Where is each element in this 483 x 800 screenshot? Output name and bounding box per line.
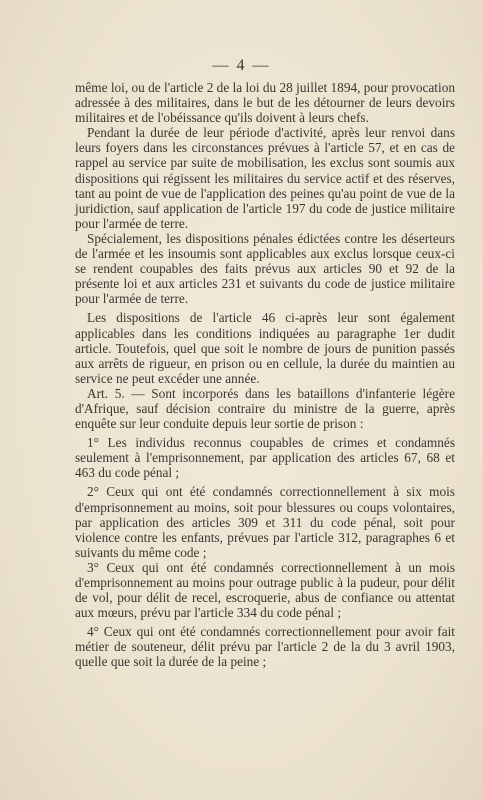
list-item-4: 4° Ceux qui ont été condamnés correctionnellement pour avoir fait métier de souteneur, délit prévu par l'article 2 de la du 3 avril 1903, quelle que soit la durée de la peine ; [75,624,455,670]
body-text [75,80,455,670]
list-item-2: 2° Ceux qui ont été condamnés correctionnellement à six mois d'emprisonnement au moins, soit pour blessures ou coups volontaires, par application des articles 309 et 311 du code pénal, soit pour violence contre les enfants, prévues par l'article 312, paragraphes 6 et suivants du même code ; [75,484,455,560]
paragraph-continuation: même loi, ou de l'article 2 de la loi du 28 juillet 1894, pour provocation adressée à des militaires, dans le but de les détourner de leurs devoirs militaires et de l'obéissance qu'ils doivent à leurs chefs. [75,80,455,126]
paragraph-activity-period: Pendant la durée de leur période d'activité, après leur renvoi dans leurs foyers dans les circonstances prévues à l'article 57, et en cas de rappel au service par suite de mobilisation, les exclus sont soumis aux dispositions qui régissent les militaires du service actif et des réserves, tant au point de vue de l'application des peines qu'au point de vue de la juridiction, sauf application de l'article 197 du code de justice militaire pour l'armée de terre. [75,125,455,231]
list-item-1: 1° Les individus reconnus coupables de crimes et condamnés seulement à l'emprisonnement, par application des articles 67, 68 et 463 du code pénal ; [75,435,455,481]
paragraph-deserters: Spécialement, les dispositions pénales édictées contre les déserteurs de l'armée et les insoumis sont applicables aux exclus lorsque ceux-ci se rendent coupables des faits prévus aux articles 90 et 92 de la présente loi et aux articles 231 et suivants du code de justice militaire pour l'armée de terre. [75,230,455,307]
paragraph-article-46: Les dispositions de l'article 46 ci-après leur sont également applicables dans les conditions indiquées au paragraphe 1er dudit article. Toutefois, quel que soit le nombre de jours de punition passés aux arrêts de rigueur, en prison ou en cellule, la durée du maintien au service ne peut excéder une année. [75,310,455,386]
list-item-3: 3° Ceux qui ont été condamnés correctionnellement à un mois d'emprisonnement au moins pour outrage public à la pudeur, pour délit de vol, pour délit de recel, escroquerie, abus de confiance ou attentat aux mœurs, prévu par l'article 334 du code pénal ; [75,559,455,621]
paragraph-article-5: Art. 5. — Sont incorporés dans les bataillons d'infanterie légère d'Afrique, sauf décision contraire du ministre de la guerre, après enquête sur leur conduite depuis leur sortie de prison : [75,385,455,432]
page-number: — 4 — [212,57,271,74]
